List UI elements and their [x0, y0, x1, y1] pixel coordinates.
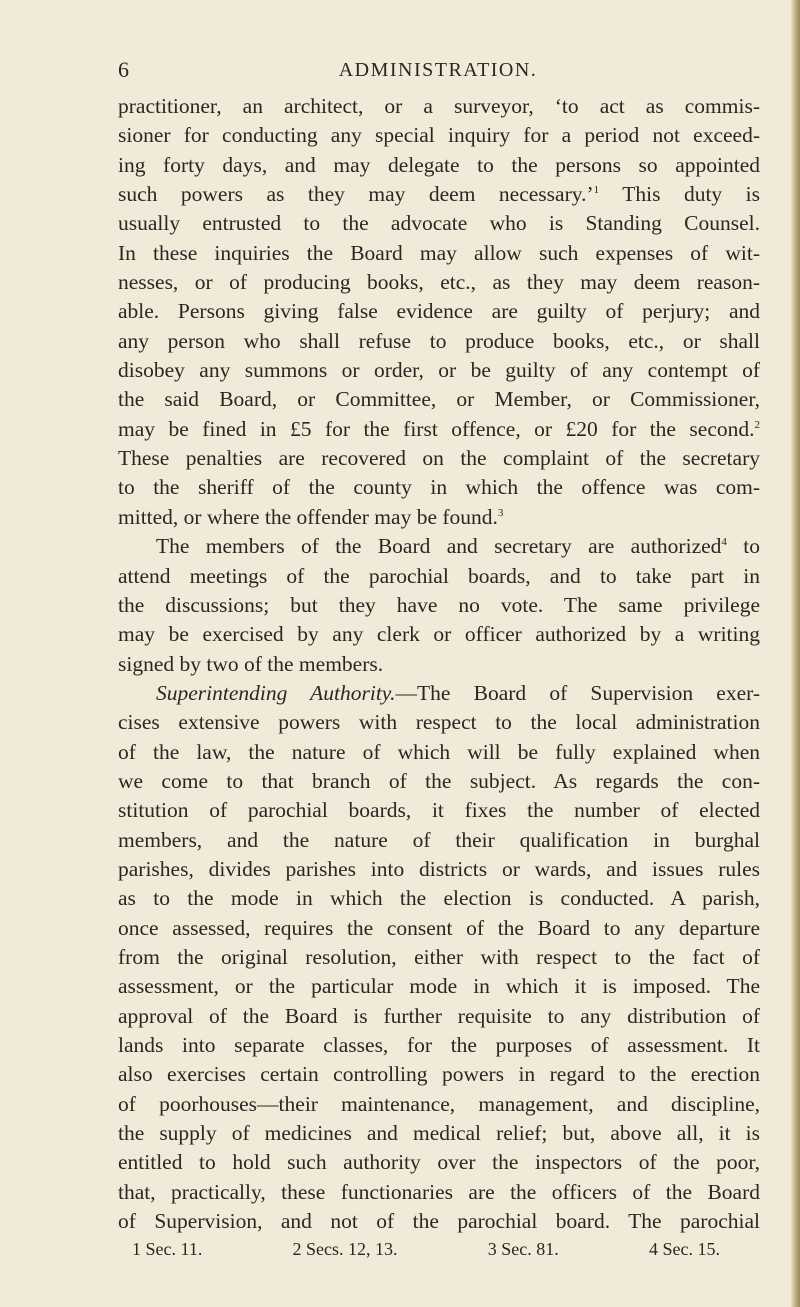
text-line: may be exercised by any clerk or officer authorized by a writing — [118, 622, 760, 647]
page-number: 6 — [118, 57, 129, 82]
section-heading: Superintending Authority. — [156, 680, 396, 705]
footnote-mark: 4 — [721, 536, 727, 548]
text-line — [118, 180, 760, 209]
text-line: disobey any summons or order, or be guilty of any contempt of — [118, 358, 760, 383]
footnote-mark: 3 — [497, 506, 504, 519]
text-segment: to — [743, 534, 760, 559]
text-line: of the law, the nature of which will be fully explained when — [118, 739, 760, 764]
text-segment: may be fined in £5 for the first offence, or £20 for the second. — [118, 416, 755, 441]
text-line: to the sheriff of the county in which the offence was com- — [118, 475, 760, 500]
text-line: of Supervision, and not of the parochial board. The parochial — [118, 1209, 760, 1234]
text-line: usually entrusted to the advocate who is Standing Counsel. — [118, 211, 760, 236]
text-line: stitution of parochial boards, it fixes the number of elected — [118, 798, 760, 823]
text-line: also exercises certain controlling powers in regard to the erection — [118, 1062, 760, 1087]
text-line: ing forty days, and may delegate to the persons so appointed — [118, 152, 760, 177]
footnote: 1 Sec. 11. — [132, 1239, 203, 1260]
footnotes — [118, 1236, 760, 1262]
text-line — [118, 503, 760, 532]
text-line: sioner for conducting any special inquiry for a period not exceed- — [118, 123, 760, 148]
text-line: from the original resolution, either with respect to the fact of — [118, 944, 760, 969]
text-segment: —The Board of Supervision exer- — [395, 680, 760, 705]
page-edge — [791, 0, 800, 1307]
footnote: 4 Sec. 15. — [648, 1239, 720, 1260]
text-line: the said Board, or Committee, or Member, or Commissioner, — [118, 387, 760, 412]
text-line: that, practically, these functionaries are the officers of the Board — [118, 1179, 760, 1204]
text-segment: The members of the Board and secretary are authorized — [156, 534, 722, 559]
text-line: parishes, divides parishes into districts or wards, and issues rules — [118, 856, 760, 881]
text-line: as to the mode in which the election is conducted. A parish, — [118, 886, 760, 911]
footnote: 3 Sec. 81. — [487, 1239, 559, 1260]
text-line: the supply of medicines and medical relief; but, above all, it is — [118, 1121, 760, 1146]
text-line: we come to that branch of the subject. As regards the con- — [118, 768, 760, 793]
text-line: assessment, or the particular mode in which it is imposed. The — [118, 974, 760, 999]
text-line: entitled to hold such authority over the inspectors of the poor, — [118, 1150, 760, 1175]
text-line: These penalties are recovered on the complaint of the secretary — [118, 446, 760, 471]
text-line: the discussions; but they have no vote. The same privilege — [118, 592, 760, 617]
text-line: once assessed, requires the consent of the Board to any departure — [118, 915, 760, 940]
footnote: 2 Secs. 12, 13. — [292, 1239, 398, 1260]
text-line: any person who shall refuse to produce books, etc., or shall — [118, 328, 760, 353]
footnote-mark: 2 — [754, 418, 760, 431]
text-segment: mitted, or where the offender may be found. — [118, 504, 498, 529]
text-line: signed by two of the members. — [118, 651, 384, 676]
body-text — [118, 92, 760, 1262]
text-line: cises extensive powers with respect to the local administration — [118, 710, 760, 735]
text-line: practitioner, an architect, or a surveyor, ‘to act as commis- — [118, 94, 760, 118]
text-line — [118, 415, 760, 444]
running-head: ADMINISTRATION. — [338, 59, 538, 81]
text-line: attend meetings of the parochial boards, and to take part in — [118, 563, 760, 588]
text-line: nesses, or of producing books, etc., as they may deem reason- — [118, 270, 760, 295]
text-line: lands into separate classes, for the purposes of assessment. It — [118, 1033, 760, 1057]
text-line: approval of the Board is further requisite to any distribution of — [118, 1003, 760, 1028]
text-line — [118, 532, 760, 561]
text-segment: such powers as they may deem necessary.’ — [118, 182, 594, 207]
text-line: In these inquiries the Board may allow such expenses of wit- — [118, 240, 760, 265]
text-line: able. Persons giving false evidence are guilty of perjury; and — [118, 299, 760, 324]
text-line: members, and the nature of their qualification in burghal — [118, 827, 760, 852]
text-segment: This duty is — [622, 182, 760, 207]
text-line: of poorhouses—their maintenance, management, and discipline, — [118, 1091, 760, 1116]
page-header — [118, 55, 758, 85]
text-line — [118, 679, 760, 708]
footnote-mark: 1 — [593, 183, 600, 196]
